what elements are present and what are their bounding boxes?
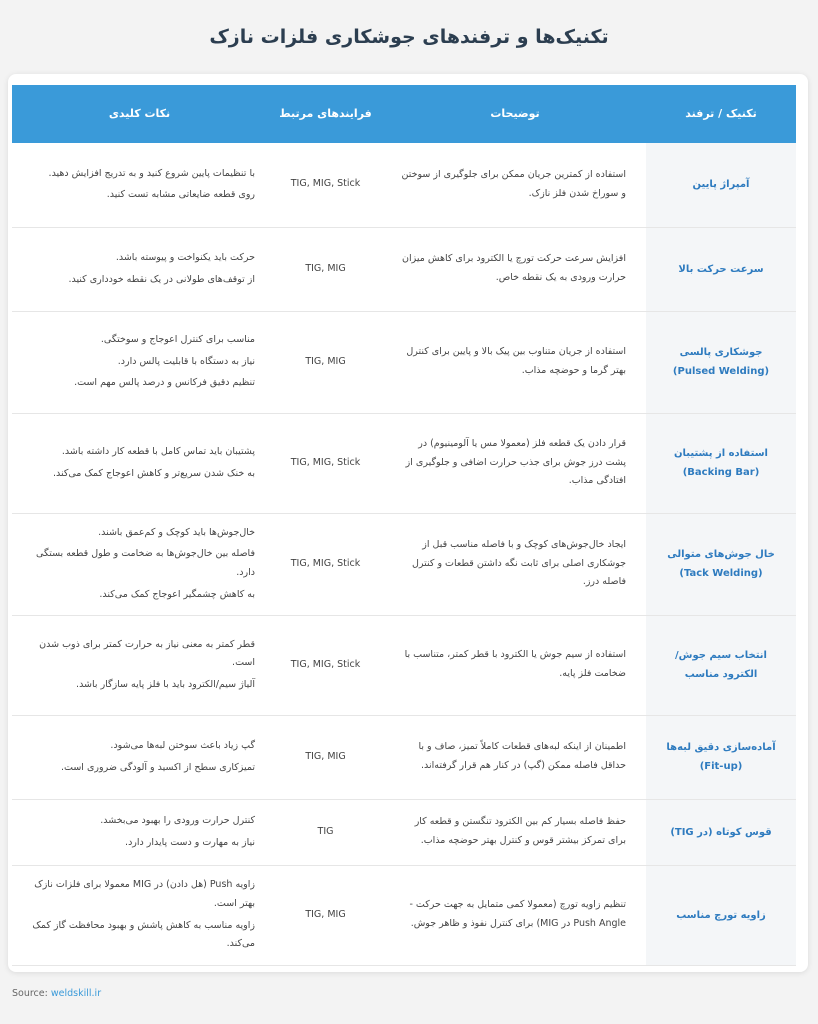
note-item: به خنک شدن سریع‌تر و کاهش اعوجاج کمک می‌کند. (52, 467, 255, 479)
note-item: خال‌جوش‌ها باید کوچک و کم‌عمق باشند. (98, 526, 255, 538)
table-row (12, 799, 796, 865)
page-title: تکنیک‌ها و ترفندهای جوشکاری فلزات نازک (209, 26, 609, 48)
note-item: زاویه مناسب به کاهش پاشش و بهبود محافظت گاز کمک می‌کند. (32, 919, 255, 950)
notes-cell (12, 715, 267, 799)
technique-cell: آمپراژ پایین (646, 143, 796, 227)
description-cell: اطمینان از اینکه لبه‌های قطعات کاملاً تمیز، صاف و با حداقل فاصله ممکن (گپ) در کنار هم قرار گرفته‌اند. (384, 715, 646, 799)
note-item: مناسب برای کنترل اعوجاج و سوختگی. (100, 334, 255, 346)
note-item: تنظیم دقیق فرکانس و درصد پالس مهم است. (74, 377, 255, 389)
note-item: نیاز به مهارت و دست پایدار دارد. (125, 836, 255, 848)
notes-cell (12, 227, 267, 311)
table-row (12, 143, 796, 227)
source-label: Source: (12, 988, 48, 999)
note-item: فاصله بین خال‌جوش‌ها به ضخامت و طول قطعه بستگی دارد. (36, 548, 255, 578)
note-item: به کاهش چشمگیر اعوجاج کمک می‌کند. (99, 588, 255, 600)
note-item: حرکت باید یکنواخت و پیوسته باشد. (115, 251, 255, 263)
header-processes: فرایندهای مرتبط (267, 85, 384, 143)
note-item: قطر کمتر به معنی نیاز به حرارت کمتر برای ذوب شدن است. (39, 638, 255, 669)
processes-cell: TIG, MIG (267, 311, 384, 413)
techniques-table (12, 85, 796, 966)
table-row (12, 227, 796, 311)
table-card (8, 74, 808, 972)
table-row (12, 413, 796, 513)
note-item: پشتیبان باید تماس کامل با قطعه کار داشته باشد. (61, 445, 255, 457)
technique-cell: سرعت حرکت بالا (646, 227, 796, 311)
table-row (12, 311, 796, 413)
note-item: از توقف‌های طولانی در یک نقطه خودداری کنید. (68, 273, 255, 285)
note-item: کنترل حرارت ورودی را بهبود می‌بخشد. (100, 814, 255, 826)
notes-cell (12, 513, 267, 615)
note-item: زاویه Push (هل دادن) در MIG معمولا برای فلزات نازک بهتر است. (34, 879, 255, 909)
table-header-row (12, 85, 796, 143)
table-row (12, 715, 796, 799)
note-item: نیاز به دستگاه با قابلیت پالس دارد. (117, 355, 255, 367)
note-item: تمیزکاری سطح از اکسید و آلودگی ضروری است. (61, 761, 255, 773)
description-cell: قرار دادن یک قطعه فلز (معمولا مس یا آلومینیوم) در پشت درز جوش برای جذب حرارت اضافی و جلوگیری از افتادگی مذاب. (384, 413, 646, 513)
note-item: گپ زیاد باعث سوختن لبه‌ها می‌شود. (110, 739, 255, 751)
table-row (12, 865, 796, 965)
processes-cell: TIG, MIG (267, 227, 384, 311)
notes-cell (12, 311, 267, 413)
processes-cell: TIG, MIG, Stick (267, 513, 384, 615)
technique-cell: انتخاب سیم جوش/الکترود مناسب (646, 615, 796, 715)
technique-cell: زاویه تورچ مناسب (646, 865, 796, 965)
notes-cell (12, 615, 267, 715)
header-technique: تکنیک / ترفند (646, 85, 796, 143)
technique-cell: خال جوش‌های متوالی (Tack Welding) (646, 513, 796, 615)
notes-cell (12, 413, 267, 513)
notes-cell (12, 865, 267, 965)
processes-cell: TIG, MIG (267, 865, 384, 965)
header-notes: نکات کلیدی (12, 85, 267, 143)
header-description: توضیحات (384, 85, 646, 143)
description-cell: استفاده از کمترین جریان ممکن برای جلوگیری از سوختن و سوراخ شدن فلز نازک. (384, 143, 646, 227)
notes-cell (12, 143, 267, 227)
processes-cell: TIG, MIG (267, 715, 384, 799)
description-cell: استفاده از سیم جوش یا الکترود با قطر کمتر، متناسب با ضخامت فلز پایه. (384, 615, 646, 715)
description-cell: افزایش سرعت حرکت تورچ یا الکترود برای کاهش میزان حرارت ورودی به یک نقطه خاص. (384, 227, 646, 311)
technique-cell: استفاده از پشتیبان (Backing Bar) (646, 413, 796, 513)
note-item: آلیاژ سیم/الکترود باید با فلز پایه سازگار باشد. (76, 678, 255, 690)
processes-cell: TIG, MIG, Stick (267, 143, 384, 227)
source-credit (12, 988, 101, 999)
processes-cell: TIG, MIG, Stick (267, 615, 384, 715)
note-item: روی قطعه ضایعاتی مشابه تست کنید. (106, 189, 255, 201)
description-cell: ایجاد خال‌جوش‌های کوچک و با فاصله مناسب قبل از جوشکاری اصلی برای ثابت نگه داشتن قطعات و کنترل فاصله درز. (384, 513, 646, 615)
note-item: با تنظیمات پایین شروع کنید و به تدریج افزایش دهید. (48, 167, 255, 179)
table-row (12, 615, 796, 715)
technique-cell: جوشکاری پالسی (Pulsed Welding) (646, 311, 796, 413)
processes-cell: TIG, MIG, Stick (267, 413, 384, 513)
description-cell: استفاده از جریان متناوب بین پیک بالا و پایین برای کنترل بهتر گرما و حوضچه مذاب. (384, 311, 646, 413)
description-cell: تنظیم زاویه تورچ (معمولا کمی متمایل به جهت حرکت - Push Angle در MIG) برای کنترل نفوذ و ظاهر جوش. (384, 865, 646, 965)
source-link[interactable]: weldskill.ir (50, 988, 102, 999)
description-cell: حفظ فاصله بسیار کم بین الکترود تنگستن و قطعه کار برای تمرکز بیشتر قوس و کنترل بهتر حوضچه مذاب. (384, 799, 646, 865)
table-row (12, 513, 796, 615)
technique-cell: قوس کوتاه (در TIG) (646, 799, 796, 865)
processes-cell: TIG (267, 799, 384, 865)
technique-cell: آماده‌سازی دقیق لبه‌ها (Fit-up) (646, 715, 796, 799)
notes-cell (12, 799, 267, 865)
